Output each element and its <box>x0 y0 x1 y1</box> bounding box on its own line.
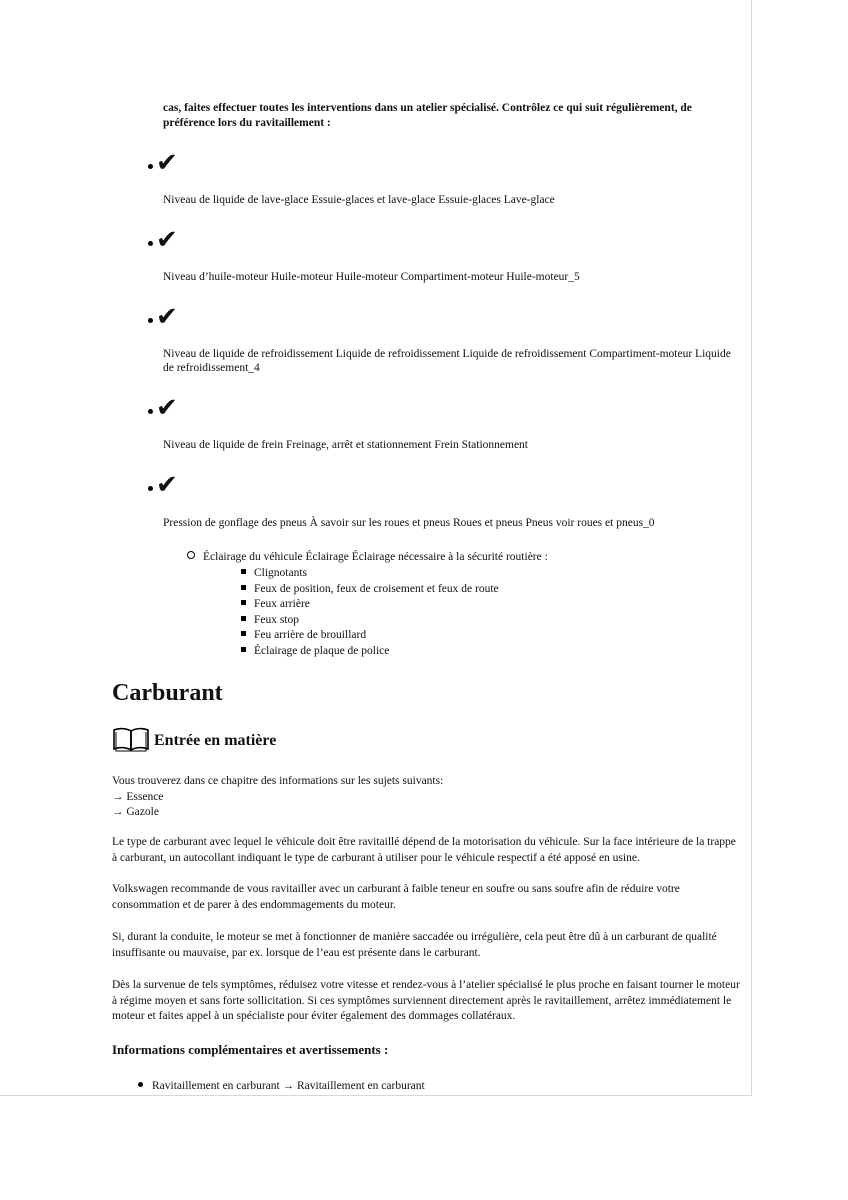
check-mark-icon: ✔ <box>156 225 178 255</box>
check-mark-icon: ✔ <box>156 470 178 500</box>
lighting-title: Éclairage du véhicule Éclairage Éclairage nécessaire à la sécurité routière : <box>203 551 548 563</box>
paragraph: Volkswagen recommande de vous ravitailler avec un carburant à faible teneur en soufre ou sans soufre afin de réduire votre consommation et de parer à des endommagements du moteur. <box>112 883 680 911</box>
list-item: Feux de position, feux de croisement et feux de route <box>241 582 499 598</box>
list-item: Feux stop <box>241 613 499 629</box>
topics-intro: Vous trouverez dans ce chapitre des informations sur les sujets suivants: <box>112 775 444 787</box>
square-bullet-icon <box>241 600 246 605</box>
topic-link-gazole[interactable]: → Gazole <box>112 806 159 818</box>
square-bullet-icon <box>241 616 246 621</box>
paragraph: Dès la survenue de tels symptômes, réduisez votre vitesse et rendez-vous à l’atelier spécialisé le plus proche en faisant tourner le moteur à régime moyen et sans forte sollicitation. Si ces symptômes surviennent directement après le ravitaillement, arrêtez immédiatement le moteur et faites appel à un spécialiste pour éviter également des dommages collatéraux. <box>112 979 740 1022</box>
book-icon <box>112 725 150 753</box>
square-bullet-icon <box>241 569 246 574</box>
bullet-dot <box>148 409 153 414</box>
bullet-dot <box>148 486 153 491</box>
bullet-dot <box>148 241 153 246</box>
subheading-text: Entrée en matière <box>154 732 277 749</box>
topic-link-essence[interactable]: → Essence <box>112 790 164 803</box>
bullet-dot <box>148 164 153 169</box>
paragraph: Le type de carburant avec lequel le véhicule doit être ravitaillé dépend de la motorisation du véhicule. Sur la face intérieure de la trappe à carburant, un autocollant indiquant le type de carburant à utiliser pour le véhicule respectif a été apposé en usine. <box>112 836 736 864</box>
info-heading: Informations complémentaires et avertissements : <box>112 1042 389 1057</box>
list-item: Clignotants <box>241 566 499 582</box>
check-mark-icon: ✔ <box>156 148 178 178</box>
lighting-item <box>187 550 548 564</box>
topics-block <box>112 774 740 821</box>
check-mark-icon: ✔ <box>156 302 178 332</box>
list-item: Feu arrière de brouillard <box>241 628 499 644</box>
check-item-text: Niveau de liquide de frein Freinage, arrêt et stationnement Frein Stationnement <box>163 439 529 451</box>
info-item-text[interactable]: Ravitaillement en carburant → Ravitaillement en carburant <box>152 1080 425 1092</box>
square-bullet-icon <box>241 631 246 636</box>
square-bullet-icon <box>241 585 246 590</box>
check-item-text: Niveau de liquide de lave-glace Essuie-glaces et lave-glace Essuie-glaces Lave-glace <box>163 194 555 206</box>
check-item-text: Niveau d’huile-moteur Huile-moteur Huile-moteur Compartiment-moteur Huile-moteur_5 <box>163 271 580 283</box>
section-title: Carburant <box>112 680 223 706</box>
list-item: Éclairage de plaque de police <box>241 644 499 660</box>
lighting-list <box>241 566 499 659</box>
paragraph: Si, durant la conduite, le moteur se met à fonctionner de manière saccadée ou irrégulière, cela peut être dû à un carburant de qualité insuffisante ou mauvaise, par ex. lorsque de l’eau est présente dans le carburant. <box>112 931 717 959</box>
subheading <box>112 725 276 757</box>
list-item: Feux arrière <box>241 597 499 613</box>
circle-bullet-icon <box>187 551 195 559</box>
info-item[interactable] <box>138 1079 425 1093</box>
bullet-dot <box>148 318 153 323</box>
check-item-text: Pression de gonflage des pneus À savoir sur les roues et pneus Roues et pneus Pneus voir roues et pneus_0 <box>163 517 655 529</box>
square-bullet-icon <box>241 647 246 652</box>
check-item-text: Niveau de liquide de refroidissement Liquide de refroidissement Liquide de refroidissement Compartiment-moteur Liquide de refroidissement_4 <box>163 348 731 374</box>
intro-paragraph: cas, faites effectuer toutes les interventions dans un atelier spécialisé. Contrôlez ce qui suit régulièrement, de préférence lors du ravitaillement : <box>163 102 692 129</box>
check-mark-icon: ✔ <box>156 393 178 423</box>
bullet-dot <box>138 1082 143 1087</box>
